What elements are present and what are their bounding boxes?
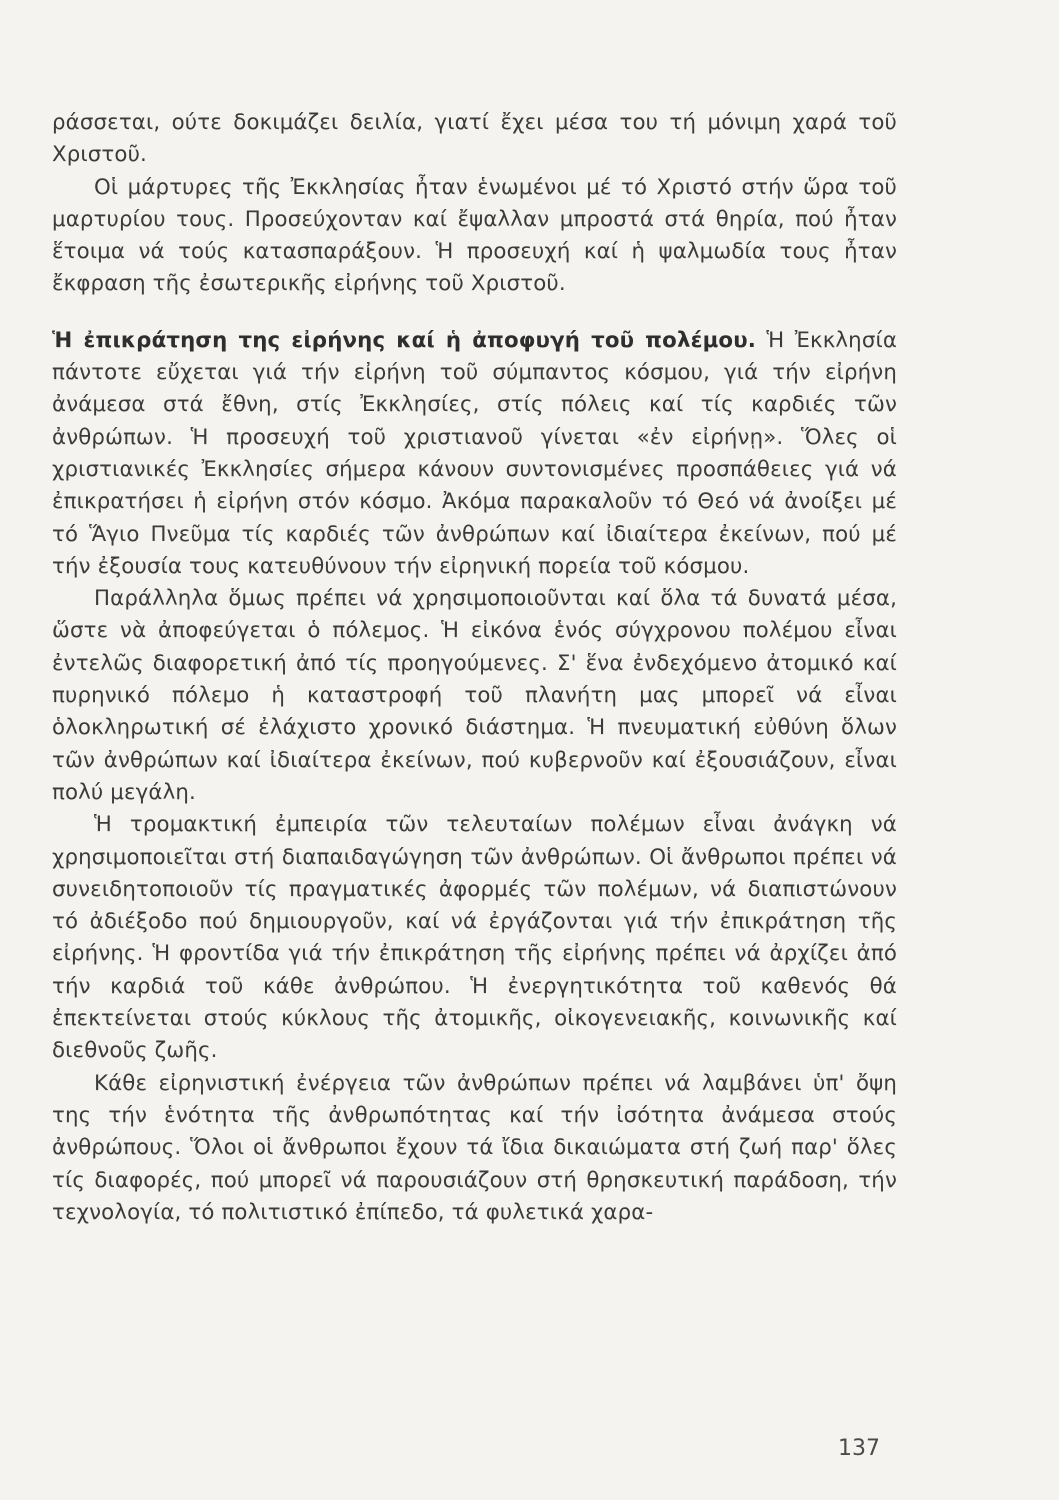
paragraph-text: Ἡ τρομακτική ἐμπειρία τῶν τελευταίων πολέμων εἶναι ἀνάγκη νά χρησιμοποιεῖται στή διαπαιδαγώγηση τῶν ἀνθρώπων. Οἱ ἄνθρωποι πρέπει νά συνειδητοποιοῦν τίς πραγματικές ἀφορμές τῶν πολέμων, νά διαπιστώνουν τό ἀδιέξοδο πού δημιουργοῦν, καί νά ἐργάζονται γιά τήν ἐπικράτηση τῆς εἰρήνης. Ἡ φροντίδα γιά τήν ἐπικράτηση τῆς εἰρήνης πρέπει νά ἀρχίζει ἀπό τήν καρδιά τοῦ κάθε ἀνθρώπου. Ἡ ἐνεργητικότητα τοῦ καθενός θά ἐπεκτείνεται στούς κύκλους τῆς ἀτομικῆς, οἰκογενειακῆς, κοινωνικῆς καί διεθνοῦς ζωῆς. [52,812,897,1064]
page-number: 137 [838,1436,880,1461]
paragraph-text: Ἡ Ἐκκλησία πάντοτε εὔχεται γιά τήν εἰρήνη τοῦ σύμπαντος κόσμου, γιά τήν εἰρήνη ἀνάμεσα στά ἔθνη, στίς Ἐκκλησίες, στίς πόλεις καί τίς καρδιές τῶν ἀνθρώπων. Ἡ προσευχή τοῦ χριστιανοῦ γίνεται «ἐν εἰρήνῃ». Ὅλες οἱ χριστιανικές Ἐκκλησίες σήμερα κάνουν συντονισμένες προσπάθειες γιά νά ἐπικρατήσει ἡ εἰρήνη στόν κόσμο. Ἀκόμα παρακαλοῦν τό Θεό νά ἀνοίξει μέ τό Ἅγιο Πνεῦμα τίς καρδιές τῶν ἀνθρώπων καί ἰδιαίτερα ἐκείνων, πού μέ τήν ἐξουσία τους κατευθύνουν τήν εἰρηνική πορεία τοῦ κόσμου. [52,327,898,579]
paragraph-text: Κάθε εἰρηνιστική ἐνέργεια τῶν ἀνθρώπων πρέπει νά λαμβάνει ὑπ' ὄψη της τήν ἑνότητα τῆς ἀνθρωπότητας καί τήν ἰσότητα ἀνάμεσα στούς ἀνθρώπους. Ὅλοι οἱ ἄνθρωποι ἔχουν τά ἴδια δικαιώματα στή ζωή παρ' ὅλες τίς διαφορές, πού μπορεῖ νά παρουσιάζουν στή θρησκευτική παράδοση, τήν τεχνολογία, τό πολιτιστικό ἐπίπεδο, τά φυλετικά χαρα- [52,1070,897,1225]
paragraph-text: ράσσεται, ούτε δοκιμάζει δειλία, γιατί ἔχει μέσα του τή μόνιμη χαρά τοῦ Χριστοῦ. [52,110,897,168]
section-heading: Ἡ ἐπικράτηση της εἰρήνης καί ἡ ἀποφυγή τοῦ πολέμου. [52,327,756,353]
paragraph-peace-section [52,325,897,583]
paragraph-text: Παράλληλα ὅμως πρέπει νά χρησιμοποιοῦνται καί ὅλα τά δυνατά μέσα, ὥστε νὰ ἀποφεύγεται ὁ πόλεμος. Ἡ εἰκόνα ἑνός σύγχρονου πολέμου εἶναι ἐντελῶς διαφορετική ἀπό τίς προηγούμενες. Σ' ἕνα ἐνδεχόμενο ἀτομικό καί πυρηνικό πόλεμο ἡ καταστροφή τοῦ πλανήτη μας μπορεῖ νά εἶναι ὁλοκληρωτική σέ ἐλάχιστο χρονικό διάστημα. Ἡ πνευματική εὐθύνη ὅλων τῶν ἀνθρώπων καί ἰδιαίτερα ἐκείνων, πού κυβερνοῦν καί ἐξουσιάζουν, εἶναι πολύ μεγάλη. [52,586,897,805]
paragraph-modern-war [52,583,897,809]
paragraph-continued [52,107,897,172]
paragraph-text: Οἱ μάρτυρες τῆς Ἐκκλησίας ἦταν ἑνωμένοι μέ τό Χριστό στήν ὥρα τοῦ μαρτυρίου τους. Προσεύχονταν καί ἔψαλλαν μπροστά στά θηρία, πού ἦταν ἕτοιμα νά τούς κατασπαράξουν. Ἡ προσευχή καί ἡ ψαλμωδία τους ἦταν ἔκφραση τῆς ἐσωτερικῆς εἰρήνης τοῦ Χριστοῦ. [52,174,897,297]
paragraph-experience [52,809,897,1067]
paragraph-equality [52,1068,897,1229]
paragraph-martyrs [52,172,897,301]
body-text [52,107,897,1229]
